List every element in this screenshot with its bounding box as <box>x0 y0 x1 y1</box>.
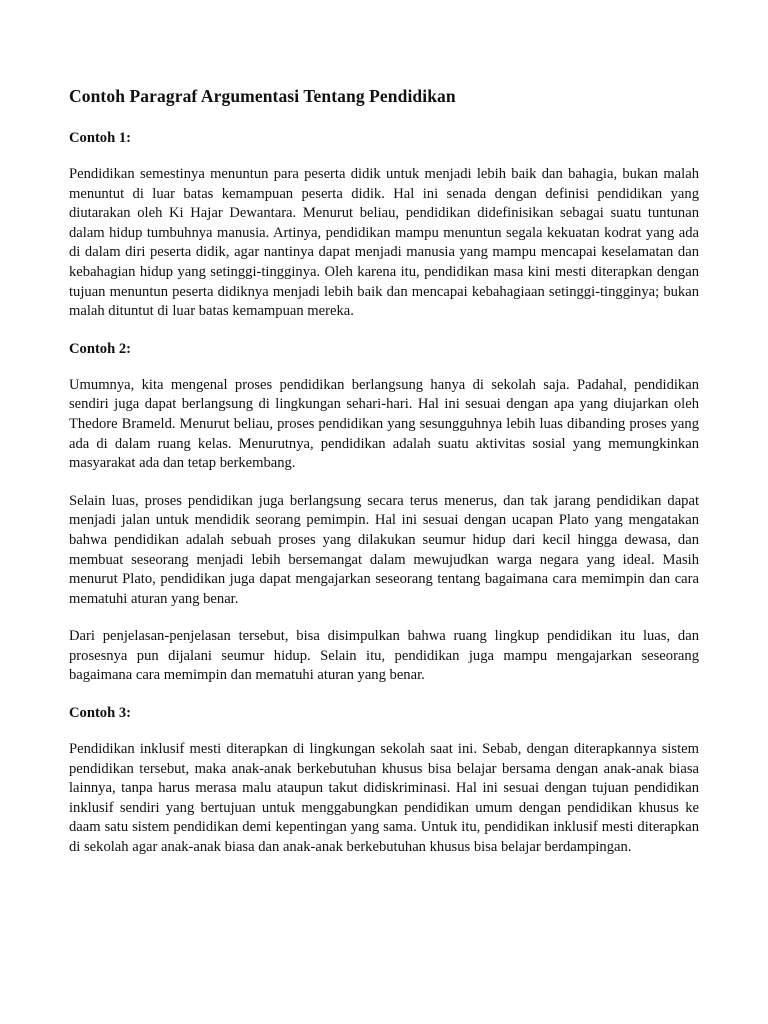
paragraph: Pendidikan semestinya menuntun para peserta didik untuk menjadi lebih baik dan bahagia, bukan malah menuntut di luar batas kemampuan peserta didik. Hal ini senada dengan definisi pendidikan yang diutarakan oleh Ki Hajar Dewantara. Menurut beliau, pendidikan didefinisikan sebagai suatu tuntunan dalam hidup tumbuhnya manusia. Artinya, pendidikan mampu menuntun segala kekuatan kodrat yang ada di dalam diri peserta didik, agar nantinya dapat menjadi manusia yang mampu mencapai keselamatan dan kebahagian hidup yang setinggi-tingginya. Oleh karena itu, pendidikan masa kini mesti diterapkan dengan tujuan menuntun peserta didiknya menjadi lebih baik dan mencapai kebahagiaan setinggi-tingginya; bukan malah dituntut di luar batas kemampuan mereka. <box>69 166 699 320</box>
section-contoh-3 <box>69 704 699 858</box>
paragraph: Dari penjelasan-penjelasan tersebut, bisa disimpulkan bahwa ruang lingkup pendidikan itu luas, dan prosesnya pun dijalani seumur hidup. Selain itu, pendidikan juga mampu mengajarkan seseorang bagaimana cara memimpin dan mematuhi aturan yang benar. <box>69 628 699 684</box>
paragraph: Pendidikan inklusif mesti diterapkan di lingkungan sekolah saat ini. Sebab, dengan diterapkannya sistem pendidikan tersebut, maka anak-anak berkebutuhan khusus bisa belajar bersama dengan anak-anak biasa lainnya, tanpa harus merasa malu ataupun takut didiskriminasi. Hal ini sesuai dengan tujuan pendidikan inklusif sendiri yang bertujuan untuk menggabungkan pendidikan umum dengan pendidikan khusus ke daam satu sistem pendidikan demi kepentingan yang sama. Untuk itu, pendidikan inklusif mesti diterapkan di sekolah agar anak-anak biasa dan anak-anak berkebutuhan khusus bisa belajar berdampingan. <box>69 741 699 856</box>
section-heading: Contoh 2: <box>69 340 132 357</box>
paragraph: Umumnya, kita mengenal proses pendidikan berlangsung hanya di sekolah saja. Padahal, pendidikan sendiri juga dapat berlangsung di lingkungan sehari-hari. Hal ini sesuai dengan apa yang diujarkan oleh Thedore Brameld. Menurut beliau, proses pendidikan yang sesungguhnya lebih luas dibanding proses yang ada di dalam ruang kelas. Menurutnya, pendidikan adalah suatu aktivitas sosial yang memungkinkan masyarakat ada dan tetap berkembang. <box>69 376 699 472</box>
section-heading: Contoh 1: <box>69 130 132 146</box>
document-page <box>69 84 699 876</box>
paragraph: Selain luas, proses pendidikan juga berlangsung secara terus menerus, dan tak jarang pendidikan dapat menjadi jalan untuk mendidik seorang pemimpin. Hal ini sesuai dengan ucapan Plato yang mengatakan bahwa pendidikan adalah sebuah proses yang dilakukan seumur hidup dari kecil hingga dewasa, dan membuat seseorang menjadi lebih bersemangat dalam mewujudkan warga negara yang ideal. Masih menurut Plato, pendidikan juga dapat mengajarkan seseorang tentang bagaimana cara memimpin dan cara mematuhi aturan yang benar. <box>69 492 699 607</box>
section-heading: Contoh 3: <box>69 705 132 722</box>
section-contoh-2 <box>69 340 699 686</box>
section-contoh-1 <box>69 129 699 322</box>
document-title: Contoh Paragraf Argumentasi Tentang Pendidikan <box>69 86 456 106</box>
